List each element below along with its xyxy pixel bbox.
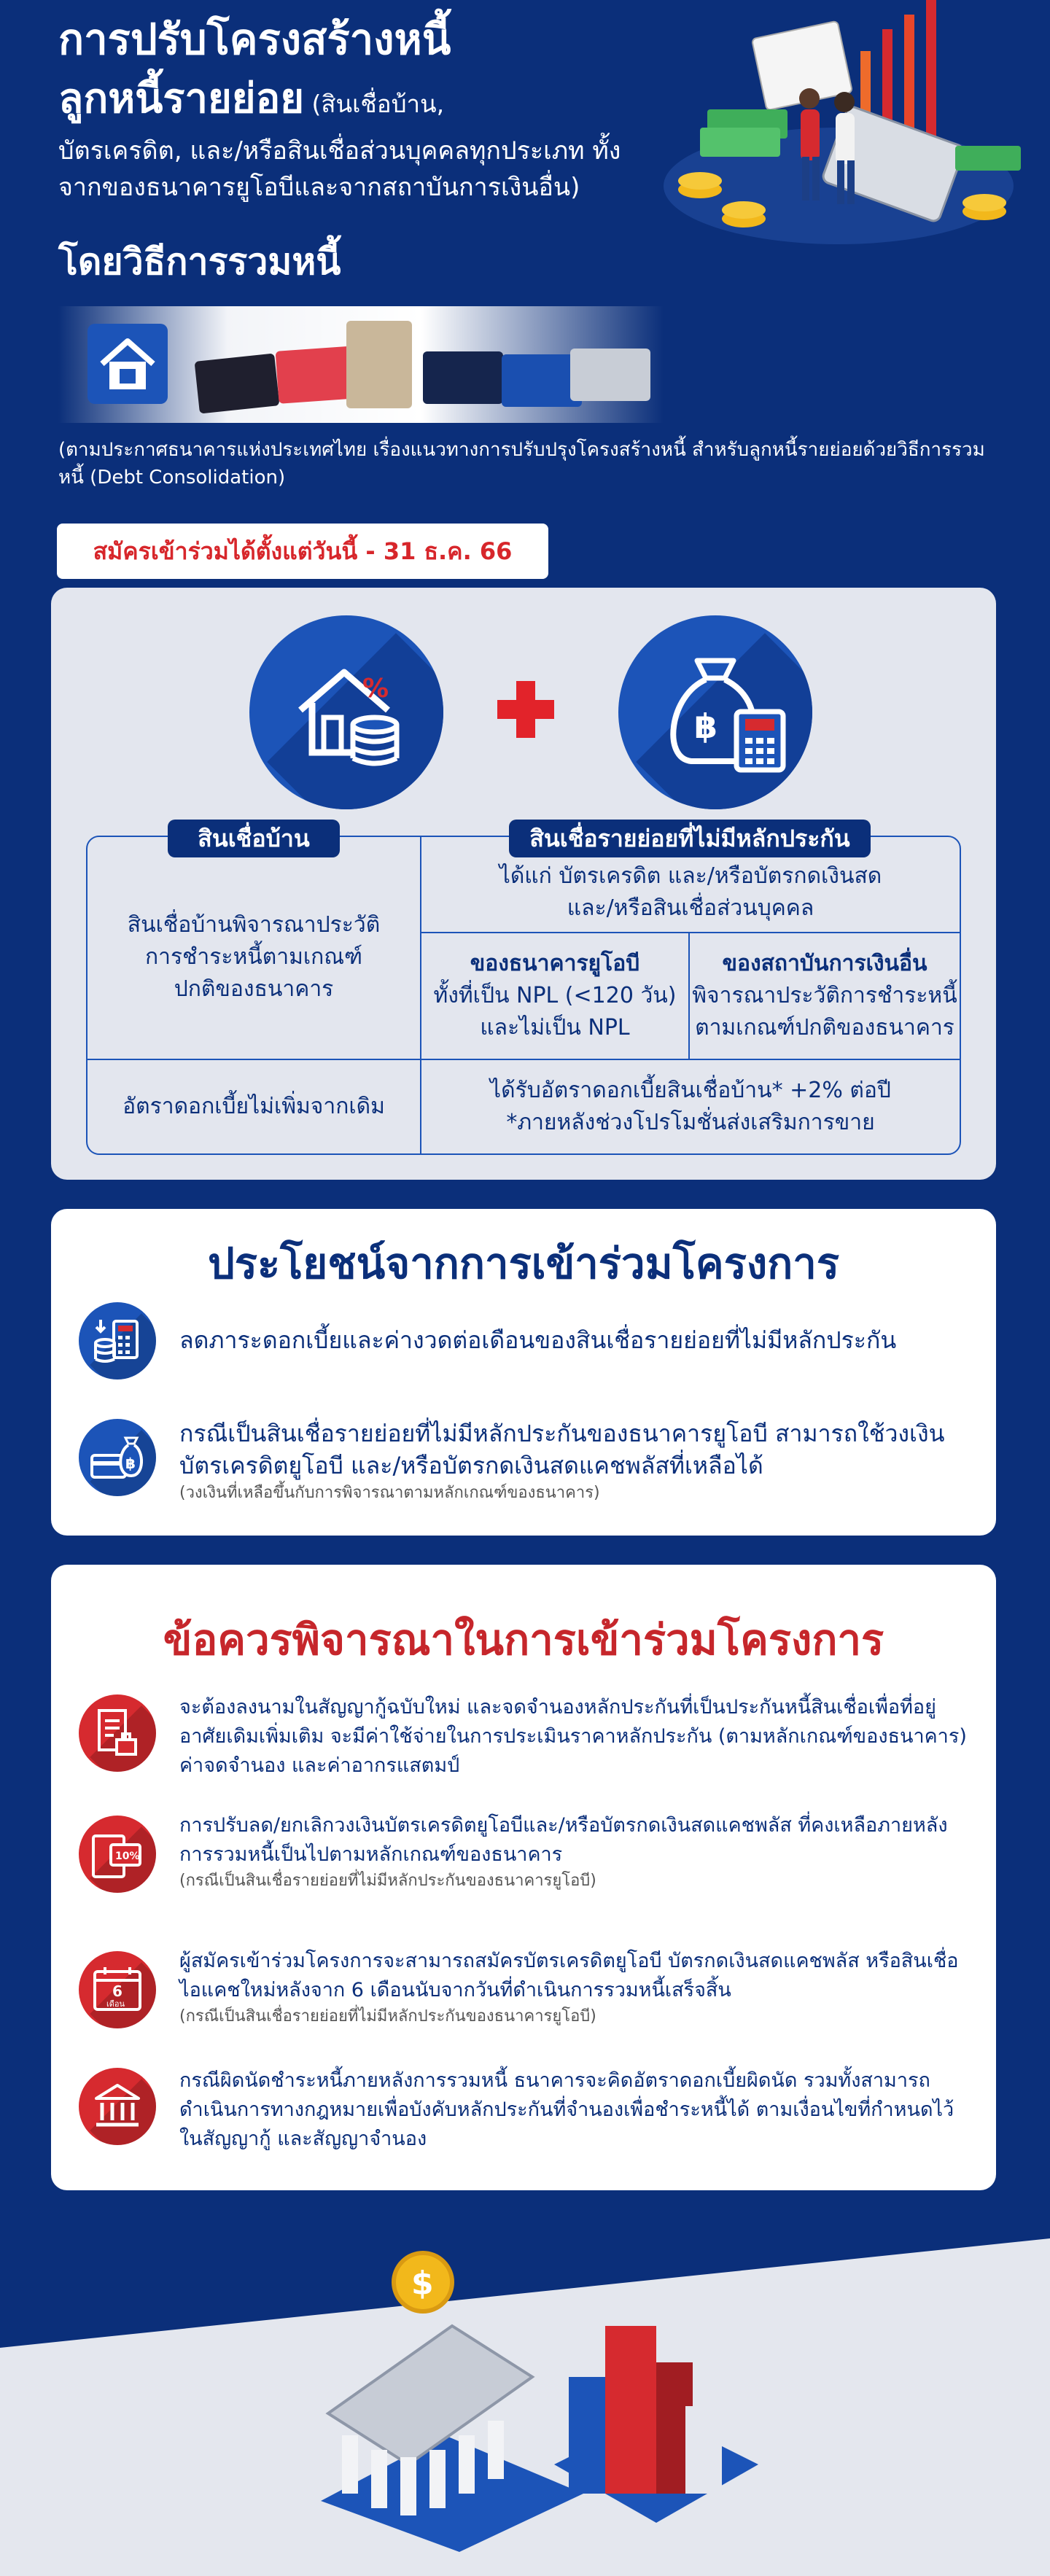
bank-building-icon — [79, 2068, 156, 2145]
consideration-item-note: (กรณีเป็นสินเชื่อรายย่อยที่ไม่มีหลักประกันของธนาคารยูโอบี) — [179, 2007, 596, 2026]
home-loan-label: สินเชื่อบ้าน — [168, 820, 340, 857]
page-title: การปรับโครงสร้างหนี้ — [58, 15, 451, 64]
unsecured-loan-circle — [618, 615, 812, 809]
uob-criteria: ของธนาคารยูโอบี ทั้งที่เป็น NPL (<120 วัน) และไม่เป็น NPL — [433, 951, 677, 1040]
unsecured-loan-types: ได้แก่ บัตรเครดิต และ/หรือบัตรกดเงินสด และ/หรือสินเชื่อส่วนบุคคล — [499, 863, 882, 921]
baht-symbol: ฿ — [694, 707, 718, 746]
benefit-item: กรณีเป็นสินเชื่อรายย่อยที่ไม่มีหลักประกันของธนาคารยูโอบี สามารถใช้วงเงิน บัตรเครดิตยูโอบี และ/หรือบัตรกดเงินสดแคชพลัสที่เหลือได้ (วงเงินที่เหลือขึ้นกับการพิจารณาตามหลักเกณฑ์ของธนาคาร) — [179, 1417, 974, 1505]
consideration-item: การปรับลด/ยกเลิกวงเงินบัตรเครดิตยูโอบีและ/หรือบัตรกดเงินสดแคชพลัส ที่คงเหลือภายหลังการรวมหนี้เป็นไปตามหลักเกณฑ์ของธนาคาร (กรณีเป็นสินเชื่อรายย่อยที่ไม่มีหลักประกันของธนาคารยูโอบี) — [179, 1811, 976, 1893]
benefits-title: ประโยชน์จากการเข้าร่วมโครงการ — [207, 1239, 840, 1288]
contract-stamp-icon — [79, 1694, 156, 1772]
considerations-card — [51, 1565, 996, 2190]
method-heading: โดยวิธีการรวมหนี้ — [58, 241, 341, 283]
house-icon — [88, 324, 168, 404]
percent-tag: 10% — [115, 1851, 140, 1862]
considerations-title: ข้อควรพิจารณาในการเข้าร่วมโครงการ — [163, 1615, 884, 1665]
title-scope-start: (สินเชื่อบ้าน, — [304, 90, 445, 118]
baht-symbol: ฿ — [125, 1455, 136, 1472]
consideration-item: จะต้องลงนามในสัญญากู้ฉบับใหม่ และจดจำนองหลักประกันที่เป็นประกันหนี้สินเชื่อเพื่อที่อยู่อาศัยเดิมเพิ่มเติม จะมีค่าใช้จ่ายในการประเมินราคาหลักประกัน (ตามหลักเกณฑ์ของธนาคาร) ค่าจดจำนอง และค่าอากรแสตมป์ — [179, 1696, 967, 1777]
home-loan-criteria: สินเชื่อบ้านพิจารณาประวัติ การชำระหนี้ตามเกณฑ์ ปกติของธนาคาร — [127, 912, 381, 1002]
credit-card-icon — [346, 321, 412, 408]
bank-chart-illustration — [277, 2231, 773, 2552]
home-loan-rate: อัตราดอกเบี้ยไม่เพิ่มจากเดิม — [122, 1094, 385, 1119]
plus-icon — [497, 681, 554, 738]
comparison-card — [51, 588, 996, 1180]
consideration-item: ผู้สมัครเข้าร่วมโครงการจะสามารถสมัครบัตรเครดิตยูโอบี บัตรกดเงินสดแคชพลัส หรือสินเชื่อไอแคชใหม่หลังจาก 6 เดือนนับจากวันที่ดำเนินการรวมหนี้เสร็จสิ้น (กรณีเป็นสินเชื่อรายย่อยที่ไม่มีหลักประกันของธนาคารยูโอบี) — [179, 1947, 976, 2028]
calculator-coins-icon — [79, 1302, 156, 1380]
other-institution-criteria: ของสถาบันการเงินอื่น พิจารณาประวัติการชำระหนี้ ตามเกณฑ์ปกติของธนาคาร — [692, 951, 957, 1040]
consideration-item: กรณีผิดนัดชำระหนี้ภายหลังการรวมหนี้ ธนาคารจะคิดอัตราดอกเบี้ยผิดนัด รวมทั้งสามารถดำเนินการทางกฎหมายเพื่อบังคับหลักประกันที่จำนองเพื่อชำระหนี้ได้ ตามเงื่อนไขที่กำหนดไว้ในสัญญากู้ และสัญญาจำนอง — [179, 2069, 954, 2150]
credit-card-icon — [195, 353, 280, 413]
unsecured-loan-rate: ได้รับอัตราดอกเบี้ยสินเชื่อบ้าน* +2% ต่อปี *ภายหลังช่วงโปรโมชั่นส่งเสริมการขาย — [490, 1078, 891, 1135]
page-subtitle: บัตรเครดิต, และ/หรือสินเชื่อส่วนบุคคลทุกประเภท ทั้งจากของธนาคารยูโอบีและจากสถาบันการเงินอื่น) — [58, 136, 621, 202]
benefits-card — [51, 1209, 996, 1536]
page-title-line2 — [58, 73, 444, 135]
card-percent-icon — [79, 1816, 156, 1893]
dollar-symbol: $ — [411, 2265, 434, 2302]
house-coins-icon — [249, 615, 443, 809]
calendar-unit: เดือน — [106, 1999, 125, 2009]
regulation-note: (ตามประกาศธนาคารแห่งประเทศไทย เรื่องแนวทางการปรับปรุงโครงสร้างหนี้ สำหรับลูกหนี้รายย่อยด้วยวิธีการรวมหนี้ (Debt Consolidation) — [58, 439, 985, 489]
finance-illustration — [642, 0, 1035, 262]
unsecured-loan-label: สินเชื่อรายย่อยที่ไม่มีหลักประกัน — [509, 820, 871, 857]
comparison-table — [86, 824, 961, 1155]
percent-symbol: % — [362, 674, 389, 704]
consideration-item-note: (กรณีเป็นสินเชื่อรายย่อยที่ไม่มีหลักประกันของธนาคารยูโอบี) — [179, 1872, 596, 1890]
credit-card-icon — [423, 351, 503, 404]
cash-card-icon — [570, 349, 650, 401]
cards-banner — [58, 306, 664, 423]
money-bag-calculator-icon — [618, 615, 812, 809]
title-debtor: ลูกหนี้รายย่อย — [58, 75, 305, 122]
calendar-icon — [79, 1951, 156, 2028]
card-money-bag-icon — [79, 1419, 156, 1496]
application-period-badge: สมัครเข้าร่วมได้ตั้งแต่วันนี้ - 31 ธ.ค. 66 — [57, 524, 548, 579]
table-divider — [420, 932, 960, 933]
home-loan-circle — [249, 615, 443, 809]
benefit-item-note: (วงเงินที่เหลือขึ้นกับการพิจารณาตามหลักเกณฑ์ของธนาคาร) — [179, 1484, 600, 1502]
benefit-item: ลดภาระดอกเบี้ยและค่างวดต่อเดือนของสินเชื่อรายย่อยที่ไม่มีหลักประกัน — [179, 1326, 897, 1354]
calendar-number: 6 — [112, 1982, 122, 2000]
